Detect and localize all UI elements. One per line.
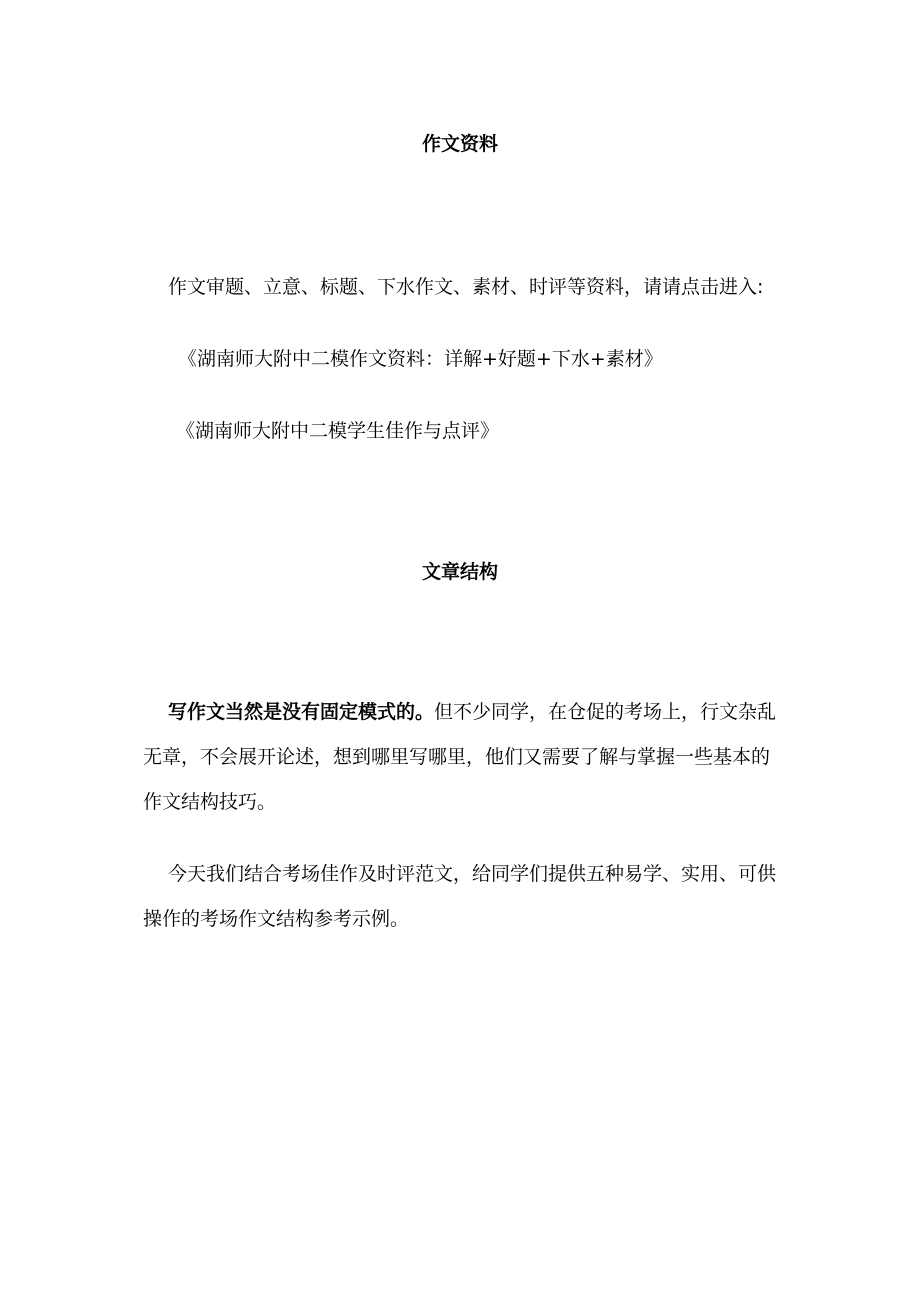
materials-link[interactable]: 《湖南师大附中二模作文资料：详解+好题+下水+素材》 [178,348,663,370]
section-title-materials: 作文资料 [421,133,498,155]
paragraph-1-body: 但不少同学，在仓促的考场上，行文杂乱无章，不会展开论述，想到哪里写哪里，他们又需要了解与掌握一些基本的作文结构技巧。 [143,701,777,813]
intro-text: 作文审题、立意、标题、下水作文、素材、时评等资料，请请点击进入: [168,276,764,298]
paragraph-1-bold-lead: 写作文当然是没有固定模式的。 [168,701,435,723]
student-essays-link[interactable]: 《湖南师大附中二模学生佳作与点评》 [176,420,500,442]
section-title-structure: 文章结构 [421,561,498,583]
structure-paragraph-2: 今天我们结合考场佳作及时评范文，给同学们提供五种易学、实用、可供操作的考场作文结构参考示例。 [143,863,777,930]
structure-paragraph-1 [143,690,788,825]
